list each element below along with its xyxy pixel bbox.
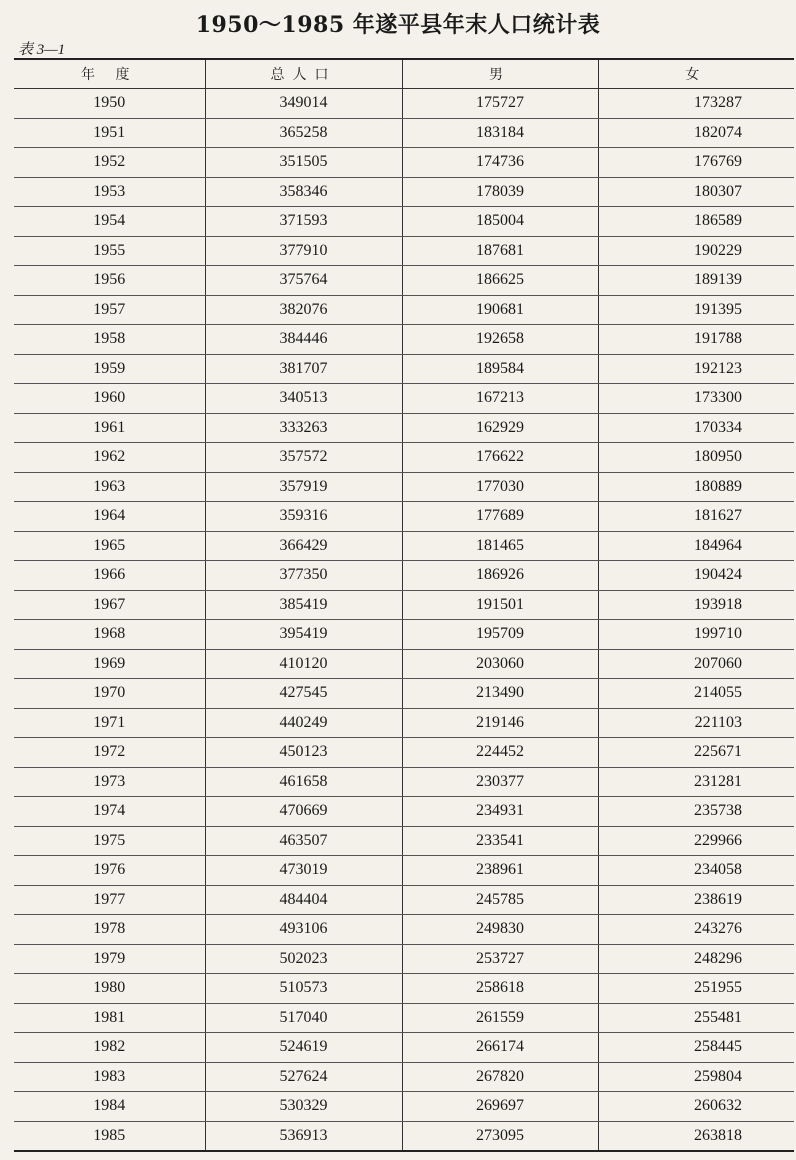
cell-female: 263818 [598,1121,794,1151]
table-row [14,118,794,148]
table-header-row [14,59,794,89]
cell-total-population: 470669 [205,797,402,827]
cell-male: 266174 [402,1033,598,1063]
table-row [14,148,794,178]
cell-male: 203060 [402,649,598,679]
cell-male: 192658 [402,325,598,355]
cell-total-population: 461658 [205,767,402,797]
table-row [14,856,794,886]
cell-male: 245785 [402,885,598,915]
cell-total-population: 395419 [205,620,402,650]
cell-year: 1981 [14,1003,205,1033]
cell-year: 1970 [14,679,205,709]
table-row [14,472,794,502]
cell-total-population: 410120 [205,649,402,679]
population-table [14,58,794,1152]
cell-total-population: 493106 [205,915,402,945]
cell-male: 234931 [402,797,598,827]
table-row [14,177,794,207]
cell-male: 253727 [402,944,598,974]
header-female: 女 [598,59,794,89]
cell-male: 162929 [402,413,598,443]
cell-male: 177689 [402,502,598,532]
cell-female: 243276 [598,915,794,945]
cell-total-population: 340513 [205,384,402,414]
cell-year: 1962 [14,443,205,473]
table-row [14,1121,794,1151]
cell-female: 229966 [598,826,794,856]
cell-total-population: 382076 [205,295,402,325]
cell-year: 1978 [14,915,205,945]
cell-female: 184964 [598,531,794,561]
table-row [14,502,794,532]
table-row [14,767,794,797]
cell-female: 225671 [598,738,794,768]
cell-female: 258445 [598,1033,794,1063]
cell-year: 1961 [14,413,205,443]
table-row [14,590,794,620]
cell-female: 235738 [598,797,794,827]
header-male: 男 [402,59,598,89]
cell-total-population: 375764 [205,266,402,296]
cell-female: 221103 [598,708,794,738]
cell-female: 231281 [598,767,794,797]
table-number-label: 表 3—1 [18,42,66,58]
cell-total-population: 359316 [205,502,402,532]
cell-male: 230377 [402,767,598,797]
cell-total-population: 450123 [205,738,402,768]
cell-total-population: 381707 [205,354,402,384]
table-row [14,708,794,738]
cell-year: 1973 [14,767,205,797]
cell-male: 187681 [402,236,598,266]
table-row [14,885,794,915]
cell-female: 173300 [598,384,794,414]
cell-total-population: 527624 [205,1062,402,1092]
cell-year: 1984 [14,1092,205,1122]
table-row [14,89,794,119]
header-total-population: 总人口 [205,59,402,89]
cell-total-population: 377910 [205,236,402,266]
cell-female: 192123 [598,354,794,384]
cell-female: 251955 [598,974,794,1004]
cell-year: 1964 [14,502,205,532]
cell-male: 249830 [402,915,598,945]
cell-year: 1975 [14,826,205,856]
cell-male: 190681 [402,295,598,325]
table-body [14,89,794,1152]
table-row [14,295,794,325]
cell-male: 178039 [402,177,598,207]
cell-male: 191501 [402,590,598,620]
table-row [14,679,794,709]
cell-female: 182074 [598,118,794,148]
cell-total-population: 366429 [205,531,402,561]
cell-male: 176622 [402,443,598,473]
table-row [14,649,794,679]
cell-female: 238619 [598,885,794,915]
cell-male: 258618 [402,974,598,1004]
cell-total-population: 365258 [205,118,402,148]
cell-female: 191788 [598,325,794,355]
cell-total-population: 524619 [205,1033,402,1063]
cell-year: 1969 [14,649,205,679]
cell-female: 193918 [598,590,794,620]
cell-female: 180889 [598,472,794,502]
cell-year: 1956 [14,266,205,296]
table-row [14,1062,794,1092]
cell-total-population: 351505 [205,148,402,178]
cell-year: 1974 [14,797,205,827]
cell-male: 183184 [402,118,598,148]
cell-year: 1952 [14,148,205,178]
cell-female: 180307 [598,177,794,207]
cell-female: 260632 [598,1092,794,1122]
cell-male: 181465 [402,531,598,561]
table-row [14,325,794,355]
cell-year: 1960 [14,384,205,414]
cell-female: 259804 [598,1062,794,1092]
cell-total-population: 536913 [205,1121,402,1151]
table-row [14,797,794,827]
cell-total-population: 463507 [205,826,402,856]
cell-female: 176769 [598,148,794,178]
cell-male: 267820 [402,1062,598,1092]
cell-male: 219146 [402,708,598,738]
cell-year: 1954 [14,207,205,237]
cell-male: 233541 [402,826,598,856]
cell-total-population: 377350 [205,561,402,591]
cell-year: 1980 [14,974,205,1004]
cell-year: 1983 [14,1062,205,1092]
cell-male: 238961 [402,856,598,886]
cell-male: 213490 [402,679,598,709]
cell-year: 1966 [14,561,205,591]
cell-male: 273095 [402,1121,598,1151]
table-row [14,944,794,974]
table-row [14,738,794,768]
cell-year: 1979 [14,944,205,974]
page-title: 1950～1985 年遂平县年末人口统计表 [195,12,601,38]
cell-total-population: 484404 [205,885,402,915]
cell-total-population: 357919 [205,472,402,502]
cell-total-population: 440249 [205,708,402,738]
cell-total-population: 427545 [205,679,402,709]
cell-year: 1985 [93,1126,126,1144]
table-row [14,236,794,266]
cell-total-population: 385419 [205,590,402,620]
cell-male: 269697 [402,1092,598,1122]
table-row [14,384,794,414]
cell-female: 191395 [598,295,794,325]
cell-total-population: 517040 [205,1003,402,1033]
cell-total-population: 473019 [205,856,402,886]
cell-female: 234058 [598,856,794,886]
table-row [14,561,794,591]
cell-year: 1968 [14,620,205,650]
cell-male: 177030 [402,472,598,502]
cell-total-population: 357572 [205,443,402,473]
cell-total-population: 371593 [205,207,402,237]
cell-female: 186589 [598,207,794,237]
cell-male: 174736 [402,148,598,178]
cell-female: 199710 [598,620,794,650]
cell-year: 1959 [14,354,205,384]
cell-female: 189139 [598,266,794,296]
table-row [14,1092,794,1122]
cell-year: 1958 [14,325,205,355]
cell-year: 1953 [14,177,205,207]
table-row [14,266,794,296]
cell-female: 214055 [598,679,794,709]
cell-year: 1963 [14,472,205,502]
table-row [14,443,794,473]
cell-female: 180950 [598,443,794,473]
cell-year: 1957 [14,295,205,325]
cell-year: 1951 [14,118,205,148]
cell-total-population: 384446 [205,325,402,355]
table-row [14,531,794,561]
cell-total-population: 358346 [205,177,402,207]
cell-male: 195709 [402,620,598,650]
cell-female: 170334 [598,413,794,443]
cell-female: 207060 [598,649,794,679]
cell-year: 1967 [14,590,205,620]
cell-female: 173287 [598,89,794,119]
table-row [14,413,794,443]
cell-female: 181627 [598,502,794,532]
cell-total-population: 502023 [205,944,402,974]
cell-male: 186926 [402,561,598,591]
cell-male: 224452 [402,738,598,768]
table-row [14,1033,794,1063]
cell-year: 1982 [14,1033,205,1063]
cell-male: 261559 [402,1003,598,1033]
cell-female: 190229 [598,236,794,266]
cell-year: 1971 [14,708,205,738]
table-row [14,974,794,1004]
cell-year: 1976 [14,856,205,886]
table-row [14,620,794,650]
cell-year: 1955 [14,236,205,266]
table-row [14,915,794,945]
cell-male: 185004 [402,207,598,237]
table-row [14,354,794,384]
cell-male: 186625 [402,266,598,296]
table-row [14,826,794,856]
cell-female: 248296 [598,944,794,974]
cell-total-population: 510573 [205,974,402,1004]
cell-male: 175727 [402,89,598,119]
table-row [14,1003,794,1033]
cell-year: 1977 [14,885,205,915]
cell-total-population: 349014 [205,89,402,119]
cell-total-population: 333263 [205,413,402,443]
cell-male: 189584 [402,354,598,384]
cell-year: 1972 [14,738,205,768]
cell-year: 1950 [14,89,205,119]
cell-female: 255481 [598,1003,794,1033]
cell-male: 167213 [402,384,598,414]
cell-total-population: 530329 [205,1092,402,1122]
header-year: 年 度 [14,59,205,89]
cell-year: 1965 [14,531,205,561]
cell-female: 190424 [598,561,794,591]
table-row [14,207,794,237]
